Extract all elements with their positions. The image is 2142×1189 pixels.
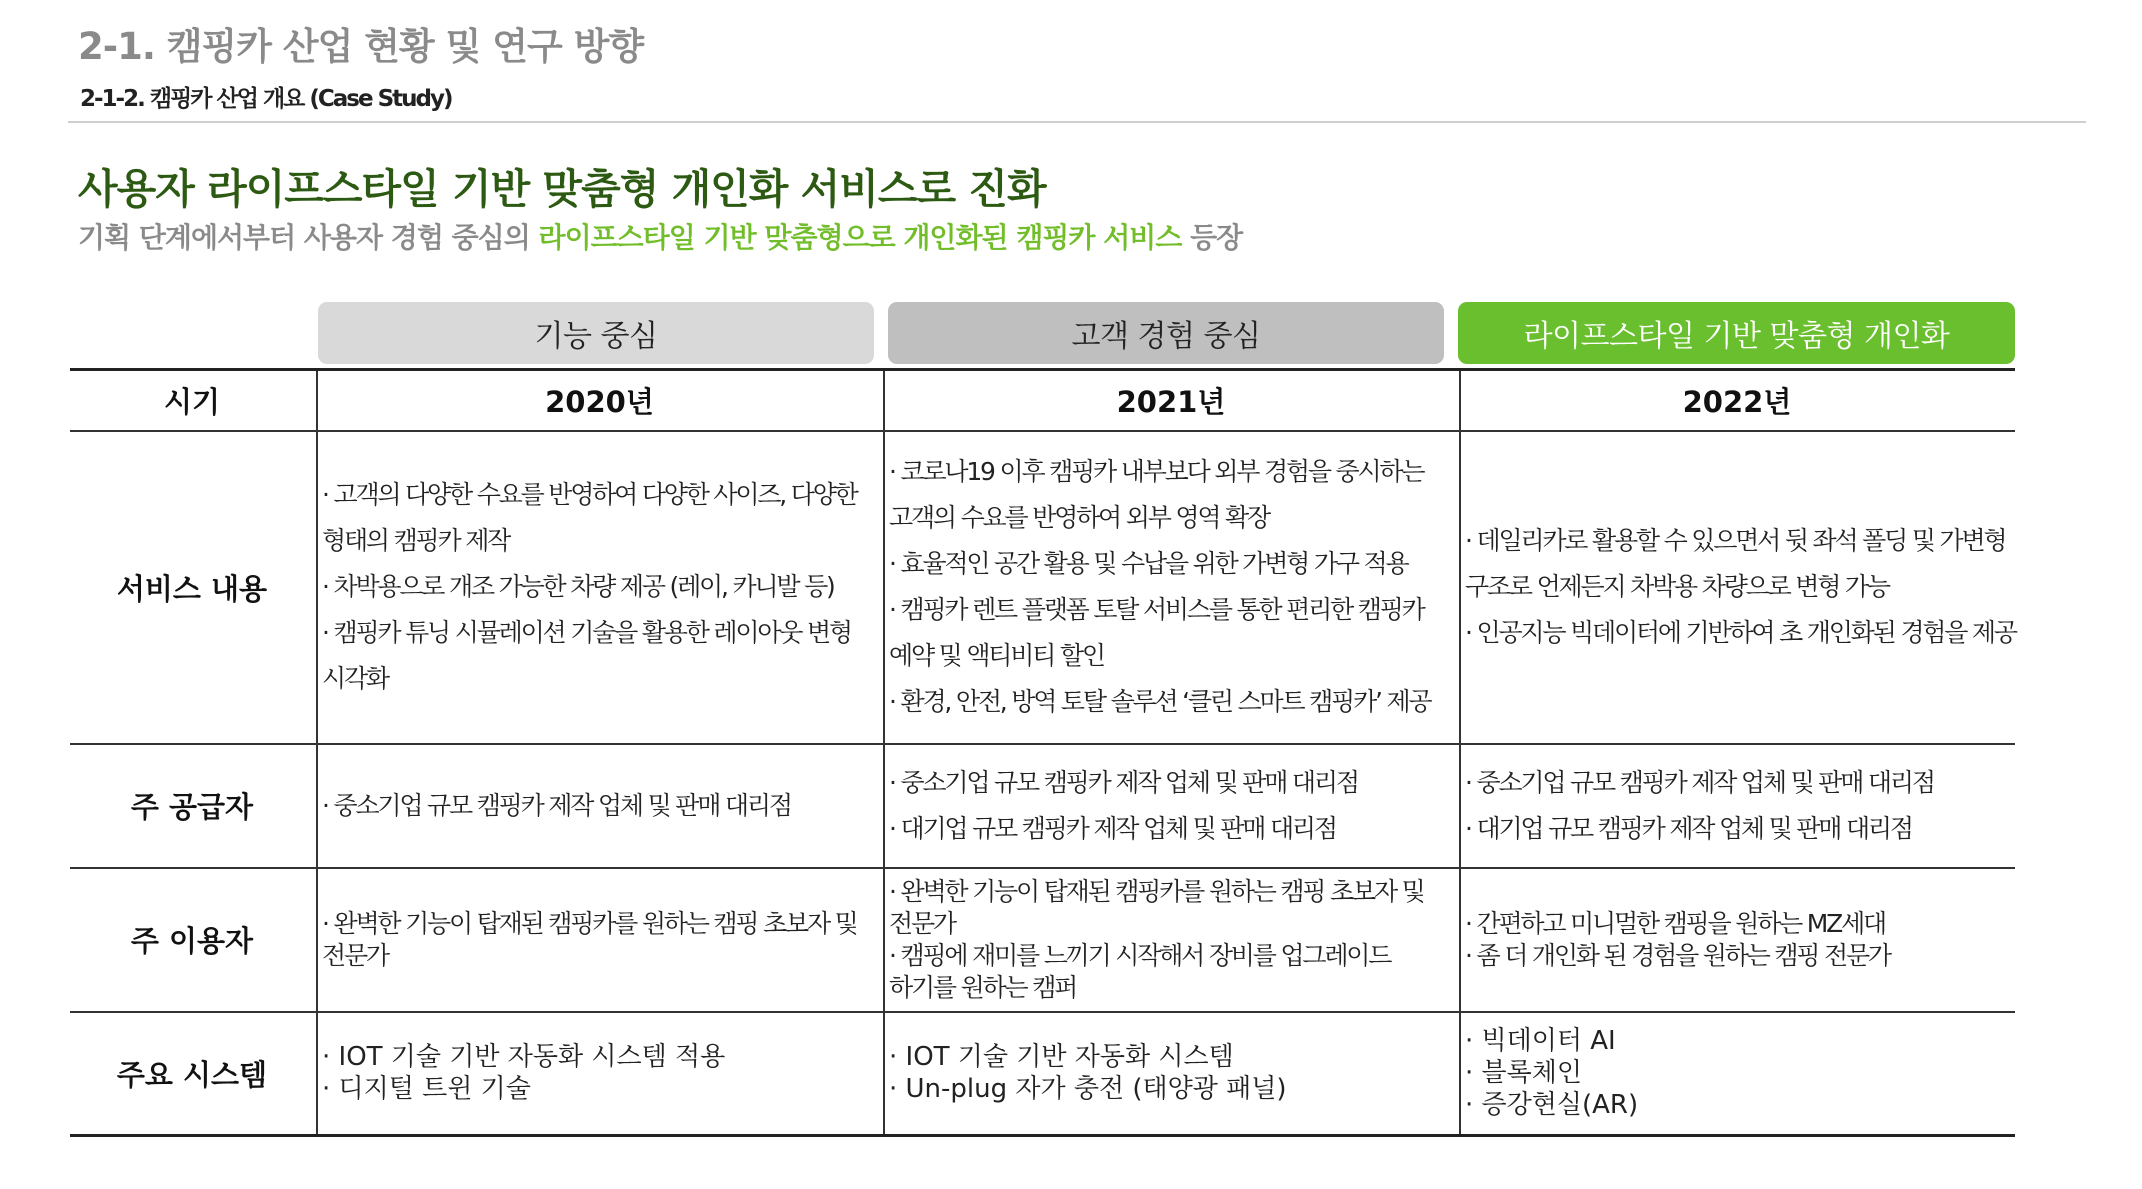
text-line: · 데일리카로 활용할 수 있으면서 뒷 좌석 폴딩 및 가변형 bbox=[1465, 526, 2006, 555]
text-line: · IOT 기술 기반 자동화 시스템 bbox=[889, 1042, 1234, 1073]
text-line: · 효율적인 공간 활용 및 수납을 위한 가변형 가구 적용 bbox=[889, 549, 1408, 578]
stage-pill-lifestyle: 라이프스타일 기반 맞춤형 개인화 bbox=[1458, 302, 2015, 364]
text-line: · 코로나19 이후 캠핑카 내부보다 외부 경험을 중시하는 bbox=[889, 457, 1424, 486]
row-label-service: 서비스 내용 bbox=[70, 431, 317, 744]
tagline-highlight: 라이프스타일 기반 맞춤형으로 개인화된 캠핑카 서비스 bbox=[538, 221, 1182, 254]
text-line: 고객의 수요를 반영하여 외부 영역 확장 bbox=[889, 503, 1269, 532]
text-line: · 인공지능 빅데이터에 기반하여 초 개인화된 경험을 제공 bbox=[1465, 618, 2016, 647]
tagline-suffix: 등장 bbox=[1181, 221, 1243, 254]
text-line: · 중소기업 규모 캠핑카 제작 업체 및 판매 대리점 bbox=[1465, 767, 1934, 797]
text-line: · 블록체인 bbox=[1465, 1058, 1582, 1089]
period-header: 시기 bbox=[70, 370, 317, 431]
cell-user-2020 bbox=[317, 868, 884, 1012]
text-line: · 중소기업 규모 캠핑카 제작 업체 및 판매 대리점 bbox=[889, 767, 1358, 797]
text-line: 예약 및 액티비티 할인 bbox=[889, 641, 1104, 670]
section-title: 2-1. 캠핑카 산업 현황 및 연구 방향 bbox=[78, 25, 644, 68]
cell-user-2022 bbox=[1460, 868, 2015, 1012]
table-row-system bbox=[70, 1012, 2015, 1136]
year-header-2022: 2022년 bbox=[1460, 370, 2015, 431]
tagline bbox=[78, 216, 1242, 256]
table-row-supplier bbox=[70, 744, 2015, 868]
row-label-supplier: 주 공급자 bbox=[70, 744, 317, 868]
cell-service-2020 bbox=[317, 431, 884, 744]
text-line: · 고객의 다양한 수요를 반영하여 다양한 사이즈, 다양한 bbox=[322, 480, 857, 509]
cell-supplier-2020 bbox=[317, 744, 884, 868]
stage-pill-customer-experience: 고객 경험 중심 bbox=[888, 302, 1444, 364]
cell-system-2022 bbox=[1460, 1012, 2015, 1136]
text-line: · 중소기업 규모 캠핑카 제작 업체 및 판매 대리점 bbox=[322, 790, 791, 820]
cell-service-2021 bbox=[884, 431, 1460, 744]
year-header-2020: 2020년 bbox=[317, 370, 884, 431]
text-line: · 캠핑카 렌트 플랫폼 토탈 서비스를 통한 편리한 캠핑카 bbox=[889, 595, 1424, 624]
text-line: · 환경, 안전, 방역 토탈 솔루션 ‘클린 스마트 캠핑카’ 제공 bbox=[889, 687, 1431, 716]
sub-title: 2-1-2. 캠핑카 산업 개요 (Case Study) bbox=[80, 86, 452, 112]
table-header-row bbox=[70, 370, 2015, 431]
table-row-service bbox=[70, 431, 2015, 744]
text-line: · 대기업 규모 캠핑카 제작 업체 및 판매 대리점 bbox=[889, 813, 1336, 843]
cell-system-2021 bbox=[884, 1012, 1460, 1136]
text-line: 전문가 bbox=[889, 908, 955, 938]
text-line: · Un-plug 자가 충전 (태양광 패널) bbox=[889, 1074, 1287, 1105]
text-line: 구조로 언제든지 차박용 차량으로 변형 가능 bbox=[1465, 572, 1889, 601]
text-line: · 완벽한 기능이 탑재된 캠핑카를 원하는 캠핑 초보자 및 bbox=[322, 908, 857, 938]
cell-user-2021 bbox=[884, 868, 1460, 1012]
text-line: · 좀 더 개인화 된 경험을 원하는 캠핑 전문가 bbox=[1465, 940, 1890, 970]
text-line: 형태의 캠핑카 제작 bbox=[322, 526, 510, 555]
text-line: · 간편하고 미니멀한 캠핑을 원하는 MZ세대 bbox=[1465, 908, 1885, 938]
cell-supplier-2022 bbox=[1460, 744, 2015, 868]
tagline-prefix: 기획 단계에서부터 사용자 경험 중심의 bbox=[78, 221, 539, 254]
table-row-user bbox=[70, 868, 2015, 1012]
text-line: · 빅데이터 AI bbox=[1465, 1026, 1616, 1057]
header-divider bbox=[68, 121, 2086, 123]
cell-service-2022 bbox=[1460, 431, 2015, 744]
text-line: 전문가 bbox=[322, 940, 388, 970]
text-line: · 완벽한 기능이 탑재된 캠핑카를 원하는 캠핑 초보자 및 bbox=[889, 876, 1424, 906]
cell-system-2020 bbox=[317, 1012, 884, 1136]
cell-supplier-2021 bbox=[884, 744, 1460, 868]
text-line: · 차박용으로 개조 가능한 차량 제공 (레이, 카니발 등) bbox=[322, 572, 834, 601]
text-line: · 증강현실(AR) bbox=[1465, 1090, 1639, 1121]
text-line: · 대기업 규모 캠핑카 제작 업체 및 판매 대리점 bbox=[1465, 813, 1912, 843]
text-line: 하기를 원하는 캠퍼 bbox=[889, 972, 1077, 1002]
text-line: · IOT 기술 기반 자동화 시스템 적용 bbox=[322, 1042, 726, 1073]
text-line: · 캠핑에 재미를 느끼기 시작해서 장비를 업그레이드 bbox=[889, 940, 1391, 970]
text-line: · 디지털 트윈 기술 bbox=[322, 1074, 531, 1105]
stage-pill-function: 기능 중심 bbox=[318, 302, 874, 364]
headline: 사용자 라이프스타일 기반 맞춤형 개인화 서비스로 진화 bbox=[78, 165, 1046, 213]
year-header-2021: 2021년 bbox=[884, 370, 1460, 431]
row-label-user: 주 이용자 bbox=[70, 868, 317, 1012]
text-line: 시각화 bbox=[322, 664, 388, 693]
row-label-system: 주요 시스템 bbox=[70, 1012, 317, 1136]
text-line: · 캠핑카 튜닝 시뮬레이션 기술을 활용한 레이아웃 변형 bbox=[322, 618, 851, 647]
comparison-table bbox=[70, 368, 2015, 1137]
